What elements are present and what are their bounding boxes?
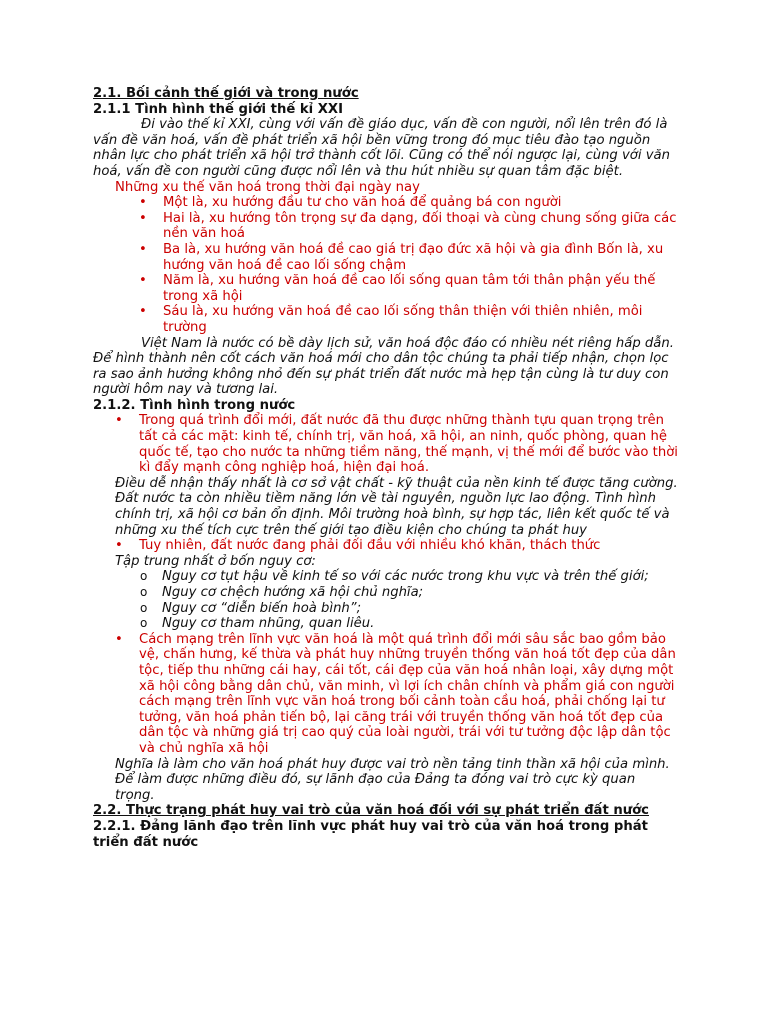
section-heading-2-1: 2.1. Bối cảnh thế giới và trong nước	[93, 86, 359, 101]
paragraph-meaning: Nghĩa là làm cho văn hoá phát huy được vai trò nền tảng tinh thần xã hội của mình. Để làm được những điều đó, sự lãnh đạo của Đảng ta đóng vai trò cực kỳ quan trọng.	[115, 756, 670, 803]
risks-list	[93, 569, 678, 631]
bullet-icon: •	[139, 273, 147, 289]
bullet-icon: •	[115, 631, 123, 647]
circle-bullet-icon: o	[140, 569, 148, 584]
bullet-icon: •	[139, 195, 147, 211]
list-item: • Ba là, xu hướng văn hoá đề cao giá trị đạo đức xã hội và gia đình Bốn là, xu hướng văn hoá đề cao lối sống chậm	[139, 241, 664, 273]
list-item: • Cách mạng trên lĩnh vực văn hoá là một quá trình đổi mới sâu sắc bao gồm bảo vệ, chấn hưng, kế thừa và phát huy những truyền thống văn hoá tốt đẹp của dân tộc, tiếp thu những cái hay, cái tốt, cái đẹp của văn hoá nhân loại, xây dựng một xã hội công bằng dân chủ, văn minh, vì lợi ích chân chính và phẩm giá con người cách mạng trên lĩnh vực văn hoá trong bối cảnh toàn cầu hoá, phải chống lại tư tưởng, văn hoá phản tiến bộ, lại căng trái với truyền thống văn hoá tốt đẹp của dân tộc và những giá trị cao quý của loài người, trái với tư tưởng độc lập dân tộc và chủ nghĩa xã hội	[115, 631, 676, 756]
paragraph-intro: Đi vào thế kỉ XXI, cùng với vấn đề giáo dục, vấn đề con người, nổi lên trên đó là vấn đề văn hoá, vấn đề phát triển xã hội bền vững trong đó mục tiêu đào tạo nguồn nhân lực cho phát triển xã hội trở thành cốt lõi. Cũng có thể nói ngược lại, cùng với văn hoá, vấn đề con người cũng được nổi lên và thu hút nhiều sự quan tâm đặc biệt.	[93, 117, 670, 179]
list-item: • Sáu là, xu hướng văn hoá đề cao lối sống thân thiện với thiên nhiên, môi trường	[139, 304, 643, 335]
risks-intro: Tập trung nhất ở bốn nguy cơ:	[115, 553, 316, 569]
section-heading-2-1-2: 2.1.2. Tình hình trong nước	[93, 397, 296, 413]
bullet-icon: •	[115, 413, 123, 429]
bullet-icon: •	[139, 304, 147, 320]
section-heading-2-1-1: 2.1.1 Tình hình thế giới thế kỉ XXI	[93, 101, 344, 117]
paragraph-vietnam: Việt Nam là nước có bề dày lịch sử, văn hoá độc đáo có nhiều nét riêng hấp dẫn. Để hình thành nên cốt cách văn hoá mới cho dân tộc chúng ta phải tiếp nhận, chọn lọc ra sao ảnh hưởng không nhỏ đến sự phát triển đất nước mà hẹp tận cùng là tư duy con người hôm nay và tương lai.	[93, 335, 674, 398]
list-item: • Hai là, xu hướng tôn trọng sự đa dạng, đối thoại và cùng chung sống giữa các nền văn hoá	[139, 210, 677, 242]
bullet-icon: •	[139, 241, 147, 257]
bullet-icon: •	[115, 538, 123, 554]
trends-list	[93, 195, 678, 335]
section-heading-2-2-1: 2.2.1. Đảng lãnh đạo trên lĩnh vực phát huy vai trò của văn hoá trong phát triển đất nước	[93, 818, 648, 850]
bullet-icon: •	[139, 210, 147, 226]
list-item: • Một là, xu hướng đầu tư cho văn hoá để quảng bá con người	[139, 195, 562, 211]
circle-bullet-icon: o	[140, 616, 148, 631]
domestic-list-3	[93, 632, 678, 757]
list-item: o Nguy cơ tụt hậu về kinh tế so với các nước trong khu vực và trên thế giới;	[140, 569, 649, 585]
document-body	[93, 86, 678, 850]
list-item: o Nguy cơ tham nhũng, quan liêu.	[140, 616, 375, 632]
list-item: • Tuy nhiên, đất nước đang phải đối đầu với nhiều khó khăn, thách thức	[115, 538, 601, 554]
paragraph-infrastructure: Điều dễ nhận thấy nhất là cơ sở vật chất - kỹ thuật của nền kinh tế được tăng cường. Đất nước ta còn nhiều tiềm năng lớn về tài nguyên, nguồn lực lao động. Tình hình chính trị, xã hội cơ bản ổn định. Môi trường hoà bình, sự hợp tác, liên kết quốc tế và những xu thế tích cực trên thế giới tạo điều kiện cho chúng ta phát huy	[115, 475, 678, 538]
list-item: • Năm là, xu hướng văn hoá đề cao lối sống quan tâm tới thân phận yếu thế trong xã hội	[139, 273, 656, 304]
list-item: o Nguy cơ “diễn biến hoà bình”;	[140, 600, 362, 616]
section-heading-2-2: 2.2. Thực trạng phát huy vai trò của văn hoá đối với sự phát triển đất nước	[93, 803, 649, 819]
list-item: • Trong quá trình đổi mới, đất nước đã thu được những thành tựu quan trọng trên tất cả các mặt: kinh tế, chính trị, văn hoá, xã hội, an ninh, quốc phòng, quan hệ quốc tế, tạo cho nước ta những tiềm năng, thế mạnh, vị thế mới để bước vào thời kì đẩy mạnh công nghiệp hoá, hiện đại hoá.	[115, 413, 678, 476]
domestic-list-2	[93, 538, 678, 554]
list-item: o Nguy cơ chệch hướng xã hội chủ nghĩa;	[140, 585, 424, 600]
trends-heading: Những xu thế văn hoá trong thời đại ngày nay	[115, 179, 420, 195]
circle-bullet-icon: o	[140, 585, 148, 599]
circle-bullet-icon: o	[140, 600, 148, 615]
domestic-list-1	[93, 413, 678, 475]
